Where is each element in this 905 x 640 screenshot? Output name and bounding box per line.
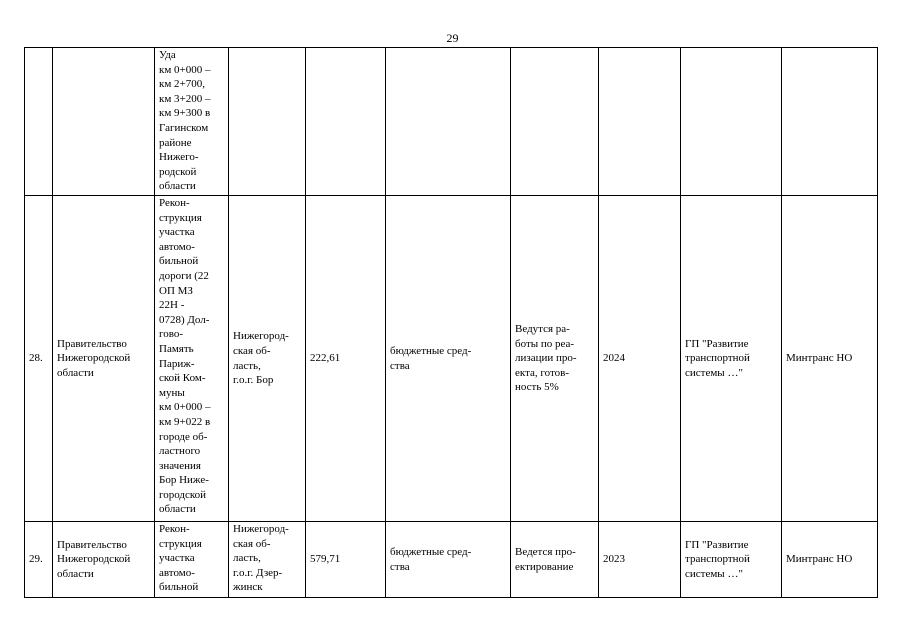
cell-status: Ведутся ра- боты по реа- лизации про- екта, готов- ность 5% <box>511 196 599 522</box>
cell-num: 28. <box>25 196 53 522</box>
cell-org <box>53 48 155 196</box>
cell-amount <box>306 48 386 196</box>
cell-num <box>25 48 53 196</box>
cell-status <box>511 48 599 196</box>
table-row-continuation <box>25 48 878 196</box>
cell-responsible: Минтранс НО <box>782 196 878 522</box>
cell-responsible: Минтранс НО <box>782 522 878 598</box>
cell-location: Нижегород- ская об- ласть, г.о.г. Бор <box>229 196 306 522</box>
cell-org: Правительство Нижегородской области <box>53 522 155 598</box>
cell-funding: бюджетные сред- ства <box>386 522 511 598</box>
table-row-29 <box>25 522 878 598</box>
cell-responsible <box>782 48 878 196</box>
projects-table <box>24 47 878 598</box>
cell-name: Рекон- струкция участка автомо- бильной дороги (22 ОП МЗ 22Н - 0728) Дол- гово- Память Париж- ской Ком- муны км 0+000 – км 9+022 в городе об- ластного значения Бор Ниже- городской области <box>155 196 229 522</box>
cell-org: Правительство Нижегородской области <box>53 196 155 522</box>
cell-location <box>229 48 306 196</box>
cell-amount: 222,61 <box>306 196 386 522</box>
cell-program <box>681 48 782 196</box>
cell-name: Рекон- струкция участка автомо- бильной <box>155 522 229 598</box>
cell-location: Нижегород- ская об- ласть, г.о.г. Дзер- жинск <box>229 522 306 598</box>
cell-year <box>599 48 681 196</box>
cell-program: ГП "Развитие транспортной системы …" <box>681 522 782 598</box>
cell-year: 2023 <box>599 522 681 598</box>
cell-status: Ведется про- ектирование <box>511 522 599 598</box>
page-number: 29 <box>446 31 459 45</box>
table-row-28 <box>25 196 878 522</box>
cell-funding <box>386 48 511 196</box>
cell-amount: 579,71 <box>306 522 386 598</box>
cell-funding: бюджетные сред- ства <box>386 196 511 522</box>
cell-year: 2024 <box>599 196 681 522</box>
cell-name: Уда км 0+000 – км 2+700, км 3+200 – км 9+300 в Гагинском районе Нижего- родской области <box>155 48 229 196</box>
cell-program: ГП "Развитие транспортной системы …" <box>681 196 782 522</box>
cell-num: 29. <box>25 522 53 598</box>
